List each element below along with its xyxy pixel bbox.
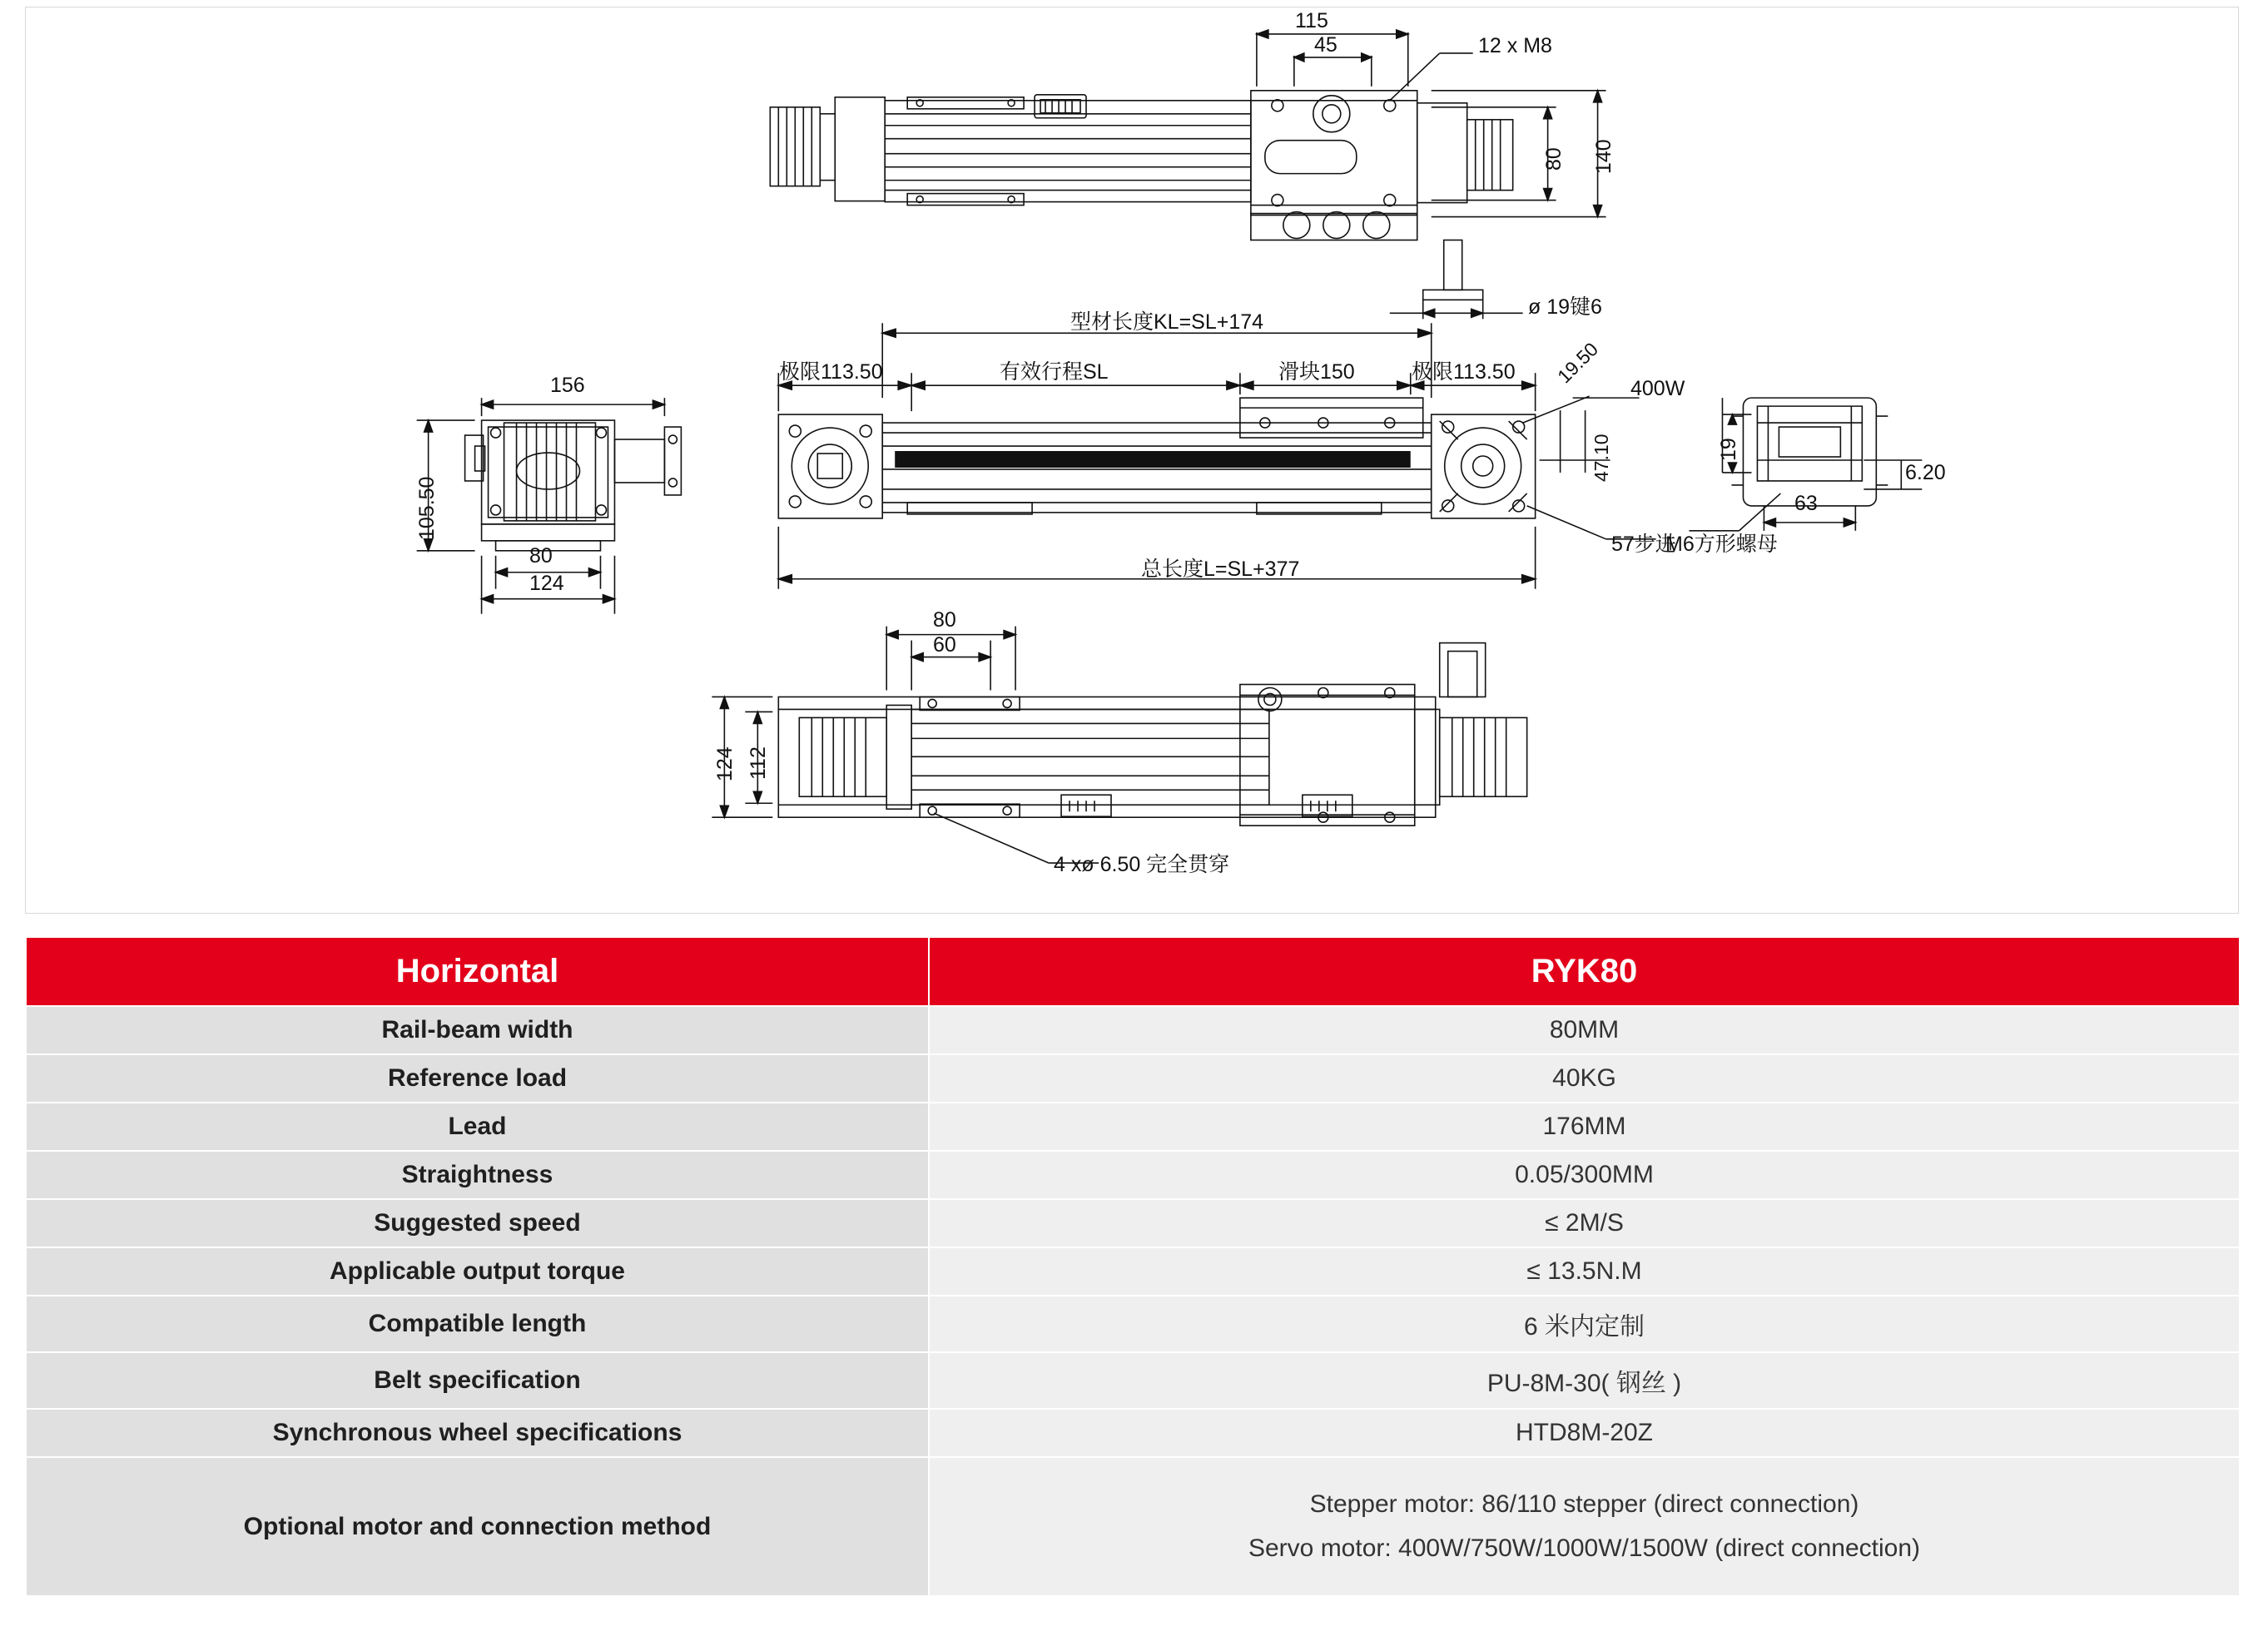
spec-label-reference-load: Reference load <box>26 1054 929 1103</box>
dim-47-10: 47.10 <box>1591 434 1612 482</box>
table-row <box>26 1199 2240 1247</box>
dim-105-50: 105.50 <box>415 476 439 540</box>
dim-shaft-19: ø 19键6 <box>1528 295 1602 319</box>
header-model: RYK80 <box>929 937 2240 1006</box>
spec-value-optional-motor <box>929 1457 2240 1596</box>
technical-drawing-panel <box>25 7 2239 914</box>
header-orientation: Horizontal <box>26 937 929 1006</box>
dim-60-bottom: 60 <box>933 633 956 657</box>
table-row-motor <box>26 1457 2240 1596</box>
dim-156: 156 <box>550 374 585 397</box>
dim-80-top: 80 <box>1542 147 1566 171</box>
dim-effective-stroke: 有效行程SL <box>1000 360 1109 384</box>
dim-limit-left: 极限113.50 <box>779 360 883 384</box>
label-57-stepper: 57步进 <box>1611 533 1676 556</box>
table-row <box>26 1006 2240 1054</box>
dim-6-20: 6.20 <box>1905 461 1946 484</box>
technical-drawing-svg <box>26 7 2238 913</box>
spec-label-belt-specification: Belt specification <box>26 1352 929 1409</box>
table-header-row <box>26 937 2240 1006</box>
spec-value-straightness: 0.05/300MM <box>929 1151 2240 1199</box>
spec-label-synchronous-wheel: Synchronous wheel specifications <box>26 1409 929 1457</box>
spec-value-suggested-speed: ≤ 2M/S <box>929 1199 2240 1247</box>
motor-stepper-line: Stepper motor: 86/110 stepper (direct connection) <box>1309 1490 1859 1518</box>
dim-12xm8: 12 x M8 <box>1478 34 1552 57</box>
dim-19-profile: 19 <box>1717 438 1740 461</box>
spec-label-output-torque: Applicable output torque <box>26 1247 929 1296</box>
dim-profile-length: 型材长度KL=SL+174 <box>1070 310 1264 334</box>
specification-table <box>25 936 2241 1597</box>
dim-112-bottom: 112 <box>747 746 770 780</box>
table-row <box>26 1103 2240 1151</box>
dim-80-side: 80 <box>529 544 553 568</box>
spec-label-compatible-length: Compatible length <box>26 1296 929 1352</box>
dim-45: 45 <box>1314 33 1337 57</box>
dim-124-bottom: 124 <box>713 746 737 781</box>
spec-value-output-torque: ≤ 13.5N.M <box>929 1247 2240 1296</box>
table-row <box>26 1352 2240 1409</box>
table-row <box>26 1409 2240 1457</box>
dim-63: 63 <box>1794 492 1818 515</box>
table-row <box>26 1296 2240 1352</box>
spec-value-synchronous-wheel: HTD8M-20Z <box>929 1409 2240 1457</box>
spec-label-lead: Lead <box>26 1103 929 1151</box>
spec-label-rail-beam-width: Rail-beam width <box>26 1006 929 1054</box>
dim-124-side: 124 <box>529 572 564 595</box>
spec-value-belt-specification: PU-8M-30( 钢丝 ) <box>929 1352 2240 1409</box>
spec-label-suggested-speed: Suggested speed <box>26 1199 929 1247</box>
dim-19-50: 19.50 <box>1553 338 1603 388</box>
label-m6-nut: M6方形螺母 <box>1665 533 1778 556</box>
dim-limit-right: 极限113.50 <box>1412 360 1516 384</box>
table-row <box>26 1151 2240 1199</box>
spec-value-rail-beam-width: 80MM <box>929 1006 2240 1054</box>
spec-label-optional-motor: Optional motor and connection method <box>26 1457 929 1596</box>
table-row <box>26 1054 2240 1103</box>
spec-value-lead: 176MM <box>929 1103 2240 1151</box>
dim-80-bottom: 80 <box>933 608 956 632</box>
label-4x-holes: 4 xø 6.50 完全贯穿 <box>1054 853 1230 876</box>
dim-slider-150: 滑块150 <box>1278 360 1355 384</box>
motor-servo-line: Servo motor: 400W/750W/1000W/1500W (direct connection) <box>1248 1534 1921 1562</box>
table-row <box>26 1247 2240 1296</box>
spec-label-straightness: Straightness <box>26 1151 929 1199</box>
label-400w: 400W <box>1630 377 1685 400</box>
spec-value-reference-load: 40KG <box>929 1054 2240 1103</box>
dim-140: 140 <box>1592 139 1615 174</box>
dim-total-length: 总长度L=SL+377 <box>1141 558 1300 581</box>
dim-115: 115 <box>1295 9 1328 32</box>
spec-value-compatible-length: 6 米内定制 <box>929 1296 2240 1352</box>
